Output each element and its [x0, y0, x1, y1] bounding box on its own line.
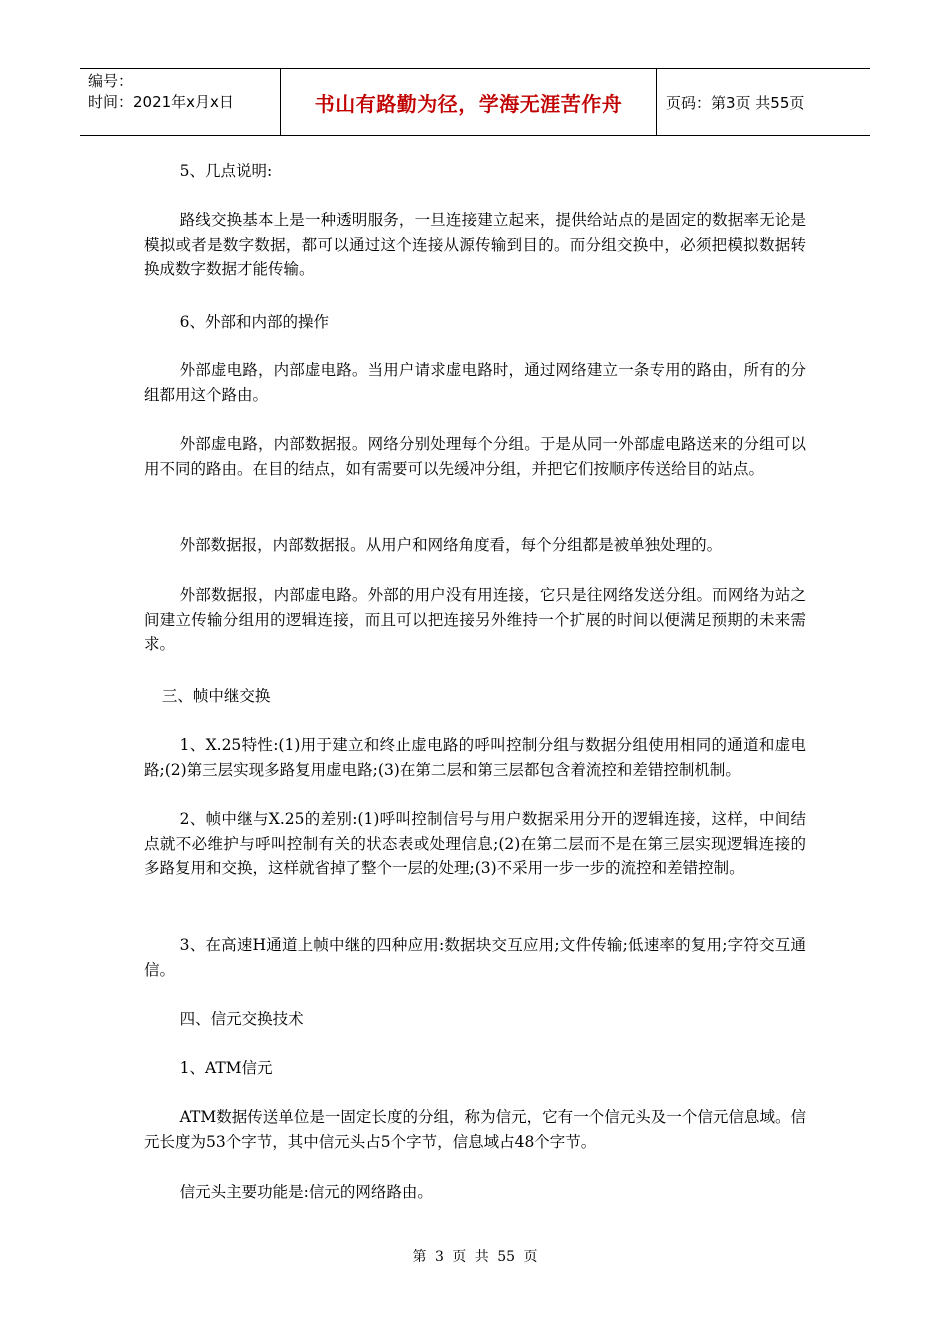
page-header	[80, 68, 870, 136]
paragraph: 1、X.25特性:(1)用于建立和终止虚电路的呼叫控制分组与数据分组使用相同的通道和虚电路;(2)第三层实现多路复用虚电路;(3)在第二层和第三层都包含着流控和差错控制机制。	[144, 736, 806, 779]
header-divider	[656, 69, 657, 135]
paragraph: 外部数据报，内部数据报。从用户和网络角度看，每个分组都是被单独处理的。	[179, 536, 723, 554]
paragraph: 信元头主要功能是:信元的网络路由。	[179, 1183, 433, 1201]
paragraph: 外部虚电路，内部虚电路。当用户请求虚电路时，通过网络建立一条专用的路由，所有的分组都用这个路由。	[144, 361, 806, 404]
paragraph-heading: 1、ATM信元	[179, 1059, 273, 1077]
document-number-label: 编号：	[88, 72, 134, 90]
header-motto: 书山有路勤为径，学海无涯苦作舟	[314, 91, 623, 116]
paragraph: ATM数据传送单位是一固定长度的分组，称为信元，它有一个信元头及一个信元信息域。信元长度为53个字节，其中信元头占5个字节，信息域占48个字节。	[144, 1108, 806, 1151]
header-page-info: 页码：第3页 共55页	[666, 93, 805, 112]
section-heading: 三、帧中继交换	[161, 687, 271, 705]
paragraph: 外部数据报，内部虚电路。外部的用户没有用连接，它只是往网络发送分组。而网络为站之间建立传输分组用的逻辑连接，而且可以把连接另外维持一个扩展的时间以便满足预期的未来需求。	[144, 586, 806, 653]
paragraph: 2、帧中继与X.25的差别:(1)呼叫控制信号与用户数据采用分开的逻辑连接，这样，中间结点就不必维护与呼叫控制有关的状态表或处理信息;(2)在第二层而不是在第三层实现逻辑连接的多路复用和交换，这样就省掉了整个一层的处理;(3)不采用一步一步的流控和差错控制。	[144, 810, 806, 877]
paragraph-heading: 6、外部和内部的操作	[179, 313, 330, 331]
paragraph: 路线交换基本上是一种透明服务，一旦连接建立起来，提供给站点的是固定的数据率无论是模拟或者是数字数据，都可以通过这个连接从源传输到目的。而分组交换中，必须把模拟数据转换成数字数据才能传输。	[144, 211, 806, 278]
paragraph: 3、在高速H通道上帧中继的四种应用:数据块交互应用;文件传输;低速率的复用;字符交互通信。	[144, 936, 806, 979]
document-date: 时间：2021年x月x日	[88, 93, 234, 111]
page-footer: 第 3 页 共 55 页	[412, 1249, 538, 1265]
header-meta	[88, 71, 280, 113]
section-heading: 四、信元交换技术	[179, 1010, 304, 1028]
paragraph-heading: 5、几点说明:	[179, 162, 273, 180]
paragraph: 外部虚电路，内部数据报。网络分别处理每个分组。于是从同一外部虚电路送来的分组可以用不同的路由。在目的结点，如有需要可以先缓冲分组，并把它们按顺序传送给目的站点。	[144, 435, 806, 478]
